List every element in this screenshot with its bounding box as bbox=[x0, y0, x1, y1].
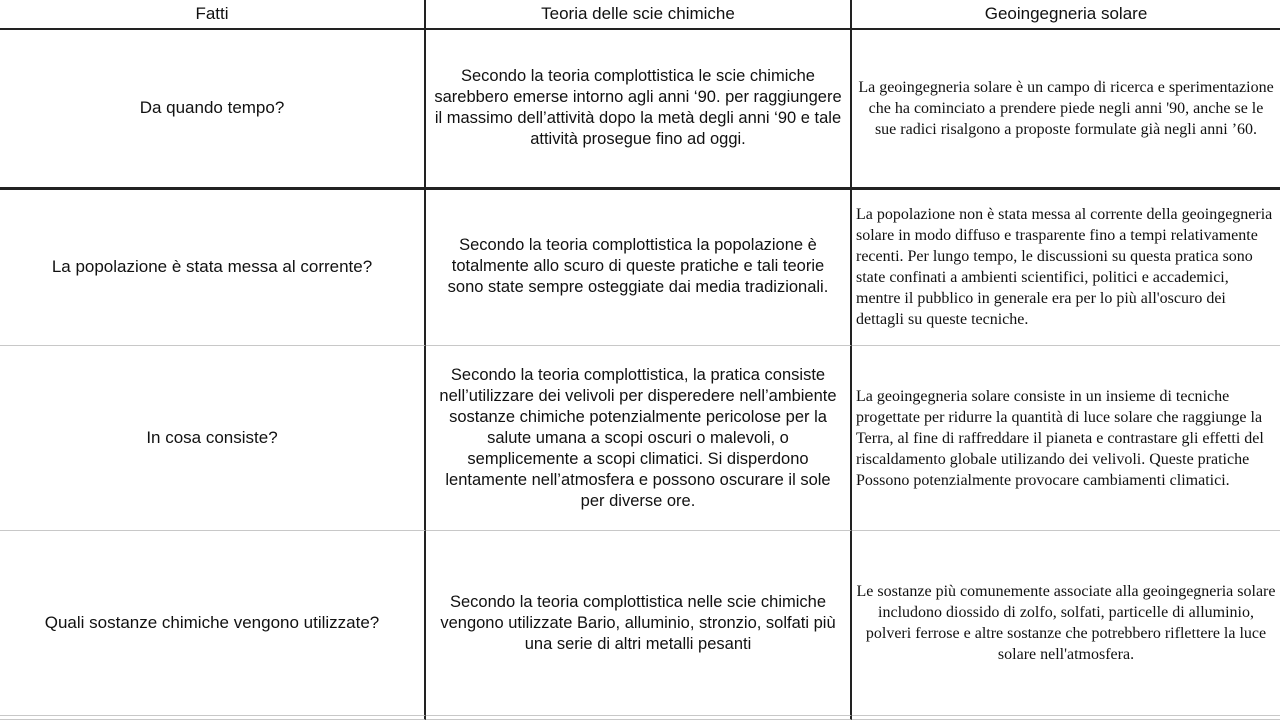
geo-text: La geoingegneria solare è un campo di ricerca e sperimentazione che ha cominciato a prendere piede negli anni '90, anche se le sue radici risalgono a proposte formulate già negli anni ’60. bbox=[858, 78, 1274, 138]
header-facts[interactable]: Fatti bbox=[0, 0, 426, 29]
geo-cell[interactable] bbox=[852, 188, 1280, 346]
theory-text: Secondo la teoria complottistica nelle scie chimiche vengono utilizzate Bario, alluminio, stronzio, solfati più una serie di altri metalli pesanti bbox=[440, 592, 836, 653]
theory-text: Secondo la teoria complottistica le scie chimiche sarebbero emerse intorno agli anni ‘90. per raggiungere il massimo dell’attività dopo la metà degli anni ‘90 e tale attività prosegue fino ad oggi. bbox=[434, 67, 842, 148]
row-divider bbox=[0, 187, 1280, 189]
geo-text: La geoingegneria solare consiste in un insieme di tecniche progettate per ridurre la quantità di luce solare che raggiunge la Terra, al fine di raffreddare il pianeta e contrastare gli effetti del riscaldamento globale utilizando dei velivoli. Queste pratiche Possono potenzialmente provocare cambiamenti climatici. bbox=[856, 387, 1264, 489]
fact-text: In cosa consiste? bbox=[146, 428, 278, 447]
geo-text: Le sostanze più comunemente associate alla geoingegneria solare includono diossido di zolfo, solfati, particelle di alluminio, polveri ferrose e altre sostanze che potrebbero riflettere la luce solare nell'atmosfera. bbox=[856, 583, 1276, 663]
theory-cell[interactable] bbox=[426, 29, 852, 188]
table-row bbox=[0, 188, 1280, 346]
fact-text: Da quando tempo? bbox=[139, 98, 285, 117]
fact-cell[interactable] bbox=[0, 346, 426, 531]
geo-cell[interactable] bbox=[852, 29, 1280, 188]
theory-cell[interactable] bbox=[426, 716, 852, 720]
table-row bbox=[0, 531, 1280, 716]
theory-cell[interactable] bbox=[426, 346, 852, 531]
theory-cell[interactable] bbox=[426, 531, 852, 716]
table-row-partial bbox=[0, 716, 1280, 720]
fact-cell[interactable] bbox=[0, 29, 426, 188]
header-geo[interactable]: Geoingegneria solare bbox=[852, 0, 1280, 29]
fact-text: Quali sostanze chimiche vengono utilizzate? bbox=[44, 613, 380, 632]
theory-text: Secondo la teoria complottistica, la pratica consiste nell’utilizzare dei velivoli per disperedere nell’ambiente sostanze chimiche potenzialmente pericolose per la salute umana a scopi oscuri o malevoli, o semplicemente a scopi climatici. Si disperdono lentamente nell’atmosfera e possono oscurare il sole per diverse ore. bbox=[439, 365, 837, 510]
geo-cell[interactable] bbox=[852, 346, 1280, 531]
geo-cell[interactable] bbox=[852, 716, 1280, 720]
geo-cell[interactable] bbox=[852, 531, 1280, 716]
geo-text: La popolazione non è stata messa al corrente della geoingegneria solare in modo diffuso e trasparente fino a tempi relativamente recenti. Per lungo tempo, le discussioni su questa pratica sono state confinati a ambienti scientifici, politici e accademici, mentre il pubblico in generale era per lo più all'oscuro dei dettagli su queste tecniche. bbox=[856, 205, 1273, 328]
table-row bbox=[0, 346, 1280, 531]
theory-cell[interactable] bbox=[426, 188, 852, 346]
theory-text: Secondo la teoria complottistica la popolazione è totalmente allo scuro di queste pratiche e tali teorie sono state sempre osteggiate dai media tradizionali. bbox=[447, 236, 829, 296]
fact-cell[interactable] bbox=[0, 188, 426, 346]
fact-cell[interactable] bbox=[0, 716, 426, 720]
fact-text: La popolazione è stata messa al corrente? bbox=[51, 256, 373, 276]
header-row bbox=[0, 0, 1280, 30]
header-theory[interactable]: Teoria delle scie chimiche bbox=[426, 0, 852, 29]
table-row bbox=[0, 29, 1280, 190]
fact-cell[interactable] bbox=[0, 531, 426, 716]
